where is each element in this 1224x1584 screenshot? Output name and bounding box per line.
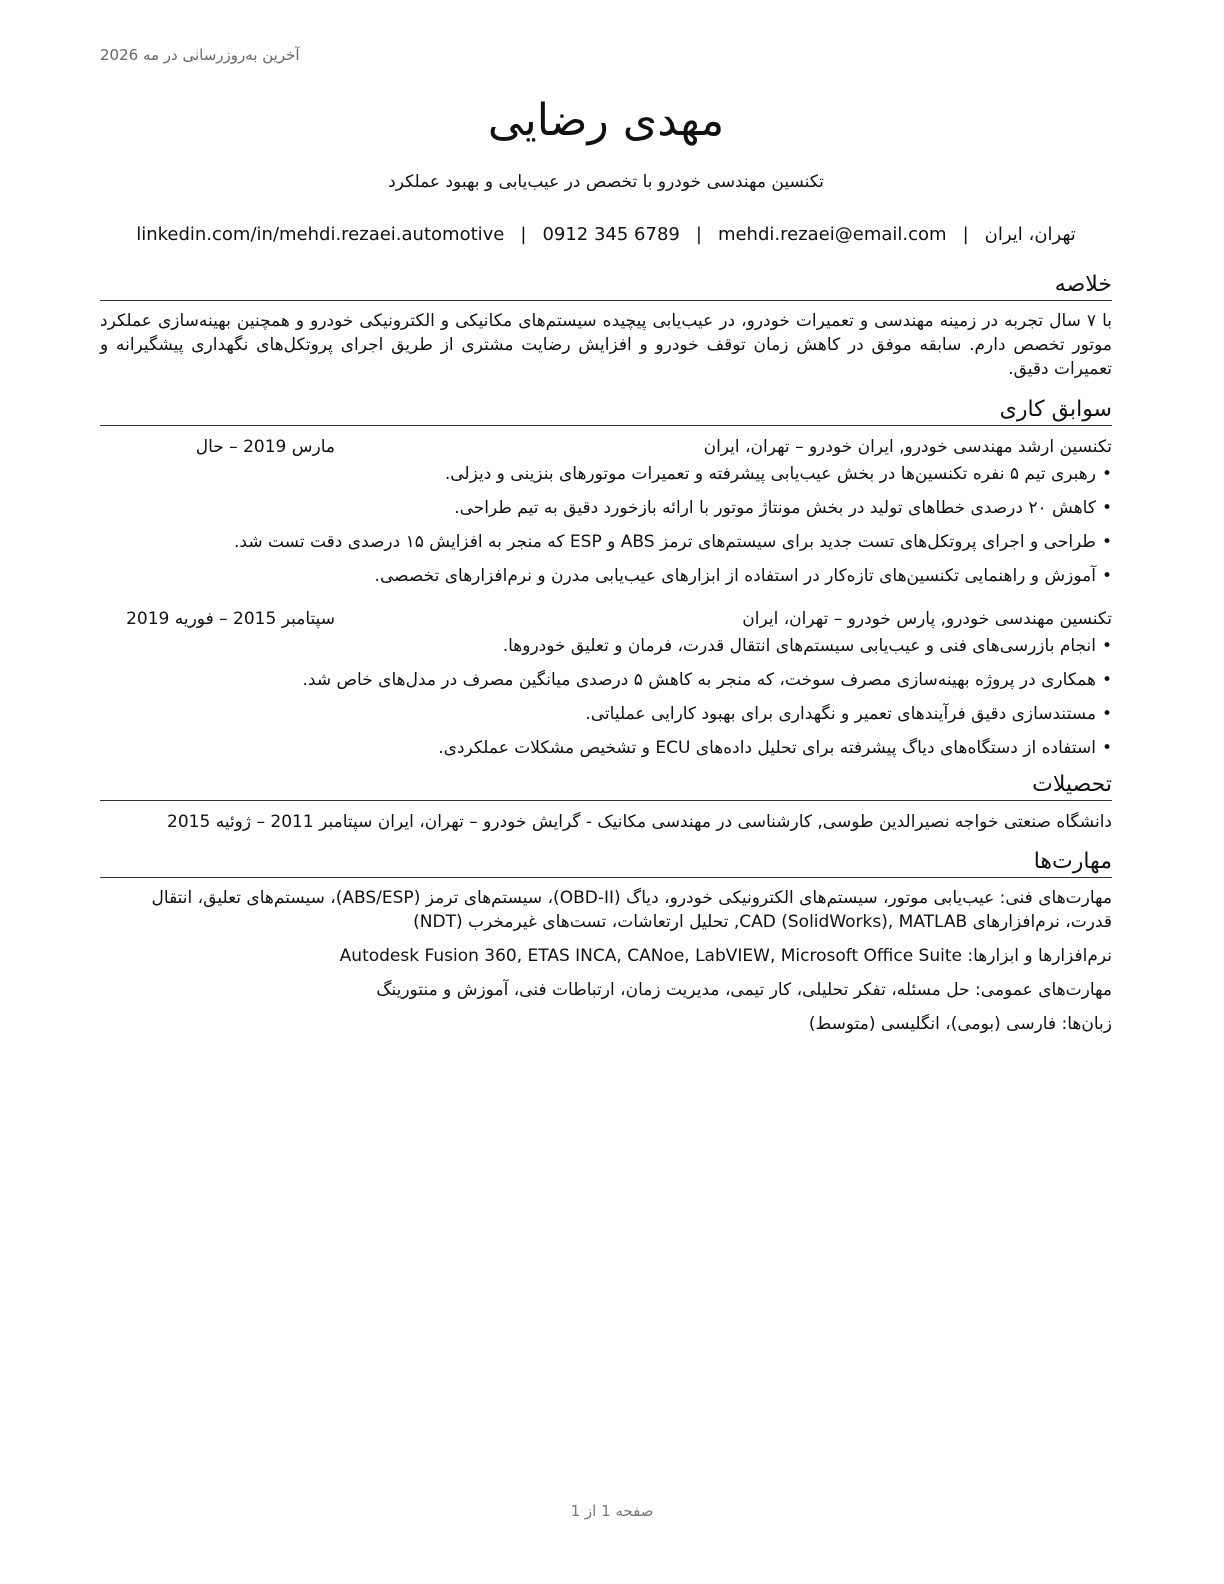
skill-line: زبان‌ها: فارسی (بومی)، انگلیسی (متوسط) xyxy=(808,1014,1112,1034)
job-dates: سپتامبر 2015 – فوریه 2019 xyxy=(126,609,335,629)
summary-section xyxy=(100,270,1112,381)
skills-section xyxy=(100,847,1112,1036)
experience-section xyxy=(100,395,1112,760)
page-number: صفحه 1 از 1 xyxy=(570,1502,654,1520)
bullet-marker: • xyxy=(1101,738,1112,758)
job-title: تکنسین مهندسی خودرو, پارس خودرو – تهران، ایران xyxy=(742,609,1112,629)
job-bullets xyxy=(100,462,1112,588)
bullet-marker: • xyxy=(1101,566,1112,586)
job-header xyxy=(100,606,1112,632)
education-section xyxy=(100,770,1112,835)
job-bullet xyxy=(100,496,1112,520)
skill-line: مهارت‌های عمومی: حل مسئله، تفکر تحلیلی، کار تیمی، مدیریت زمان، ارتباطات فنی، آموزش و منتورینگ xyxy=(376,980,1112,1000)
job-bullet xyxy=(100,634,1112,658)
skill-line: نرم‌افزارها و ابزارها: Autodesk Fusion 360, ETAS INCA, CANoe, LabVIEW, Microsoft Office Suite xyxy=(339,946,1112,966)
bullet-marker: • xyxy=(1101,532,1112,552)
section-title-experience: سوابق کاری xyxy=(100,395,1112,426)
job-bullet-text: انجام بازرسی‌های فنی و عیب‌یابی سیستم‌های انتقال قدرت، فرمان و تعلیق خودروها. xyxy=(502,636,1096,656)
job-bullet xyxy=(100,462,1112,486)
job-bullet xyxy=(100,736,1112,760)
job-bullet-text: رهبری تیم ۵ نفره تکنسین‌ها در بخش عیب‌یابی پیشرفته و تعمیرات موتورهای بنزینی و دیزلی. xyxy=(444,464,1096,484)
job-bullet-text: آموزش و راهنمایی تکنسین‌های تازه‌کار در استفاده از ابزارهای عیب‌یابی مدرن و نرم‌افزارهای تخصصی. xyxy=(374,566,1096,586)
job-bullet xyxy=(100,564,1112,588)
bullet-marker: • xyxy=(1101,464,1112,484)
contact-separator: | xyxy=(962,224,969,245)
bullet-marker: • xyxy=(1101,498,1112,518)
candidate-name: مهدی رضایی xyxy=(487,95,725,146)
section-title-education: تحصیلات xyxy=(100,770,1112,801)
contact-email[interactable]: mehdi.rezaei@email.com xyxy=(717,224,947,245)
job-dates: مارس 2019 – حال xyxy=(195,437,335,457)
bullet-marker: • xyxy=(1101,670,1112,690)
last-updated-note: آخرین به‌روزرسانی در مه 2026 xyxy=(100,46,300,64)
job-bullet xyxy=(100,668,1112,692)
job-bullet-text: مستندسازی دقیق فرآیندهای تعمیر و نگهداری برای بهبود کارایی عملیاتی. xyxy=(585,704,1096,724)
job-bullet-text: استفاده از دستگاه‌های دیاگ پیشرفته برای تحلیل داده‌های ECU و تشخیص مشکلات عملکردی. xyxy=(438,738,1096,758)
section-title-summary: خلاصه xyxy=(100,270,1112,301)
job-bullet xyxy=(100,530,1112,554)
contact-linkedin[interactable]: linkedin.com/in/mehdi.rezaei.automotive xyxy=(136,224,505,245)
contact-separator: | xyxy=(520,224,527,245)
job-bullet-text: طراحی و اجرای پروتکل‌های تست جدید برای سیستم‌های ترمز ABS و ESP که منجر به افزایش ۱۵ درصدی دقت تست شد. xyxy=(234,532,1096,552)
job-header xyxy=(100,434,1112,460)
contact-separator: | xyxy=(695,224,702,245)
job-bullet-text: همکاری در پروژه بهینه‌سازی مصرف سوخت، که منجر به کاهش ۵ درصدی میانگین مصرف در مدل‌های خاص شد. xyxy=(302,670,1096,690)
education-entry: دانشگاه صنعتی خواجه نصیرالدین طوسی, کارشناسی در مهندسی مکانیک - گرایش خودرو – تهران، ایران سپتامبر 2011 – ژوئیه 2015 xyxy=(167,812,1112,832)
section-title-skills: مهارت‌ها xyxy=(100,847,1112,878)
job-bullet xyxy=(100,702,1112,726)
job-bullet-text: کاهش ۲۰ درصدی خطاهای تولید در بخش مونتاژ موتور با ارائه بازخورد دقیق به تیم طراحی. xyxy=(454,498,1096,518)
job-title: تکنسین ارشد مهندسی خودرو, ایران خودرو – تهران، ایران xyxy=(703,437,1112,457)
job-entry xyxy=(100,434,1112,588)
job-entry xyxy=(100,606,1112,760)
contact-phone[interactable]: 0912 345 6789 xyxy=(542,224,680,245)
job-bullets xyxy=(100,634,1112,760)
contact-line xyxy=(100,222,1112,248)
resume-content xyxy=(100,88,1112,1046)
candidate-headline: تکنسین مهندسی خودرو با تخصص در عیب‌یابی و بهبود عملکرد xyxy=(388,172,824,192)
summary-text: با ۷ سال تجربه در زمینه مهندسی و تعمیرات خودرو، در عیب‌یابی پیچیده سیستم‌های مکانیکی و الکترونیکی خودرو و همچنین بهینه‌سازی عملکرد موتور تخصص دارم. سابقه موفق در کاهش زمان توقف خودرو و افزایش رضایت مشتری از طریق اجرای پروتکل‌های نگهداری پیشگیرانه و تعمیرات دقیق. xyxy=(100,311,1112,379)
bullet-marker: • xyxy=(1101,704,1112,724)
skill-line: مهارت‌های فنی: عیب‌یابی موتور، سیستم‌های الکترونیکی خودرو، دیاگ (OBD-II)، سیستم‌های ترمز (ABS/ESP)، سیستم‌های تعلیق، انتقال قدرت، نرم‌افزارهای CAD (SolidWorks), MATLAB, تحلیل ارتعاشات، تست‌های غیرمخرب (NDT) xyxy=(151,888,1112,932)
bullet-marker: • xyxy=(1101,636,1112,656)
contact-location: تهران، ایران xyxy=(984,224,1076,245)
